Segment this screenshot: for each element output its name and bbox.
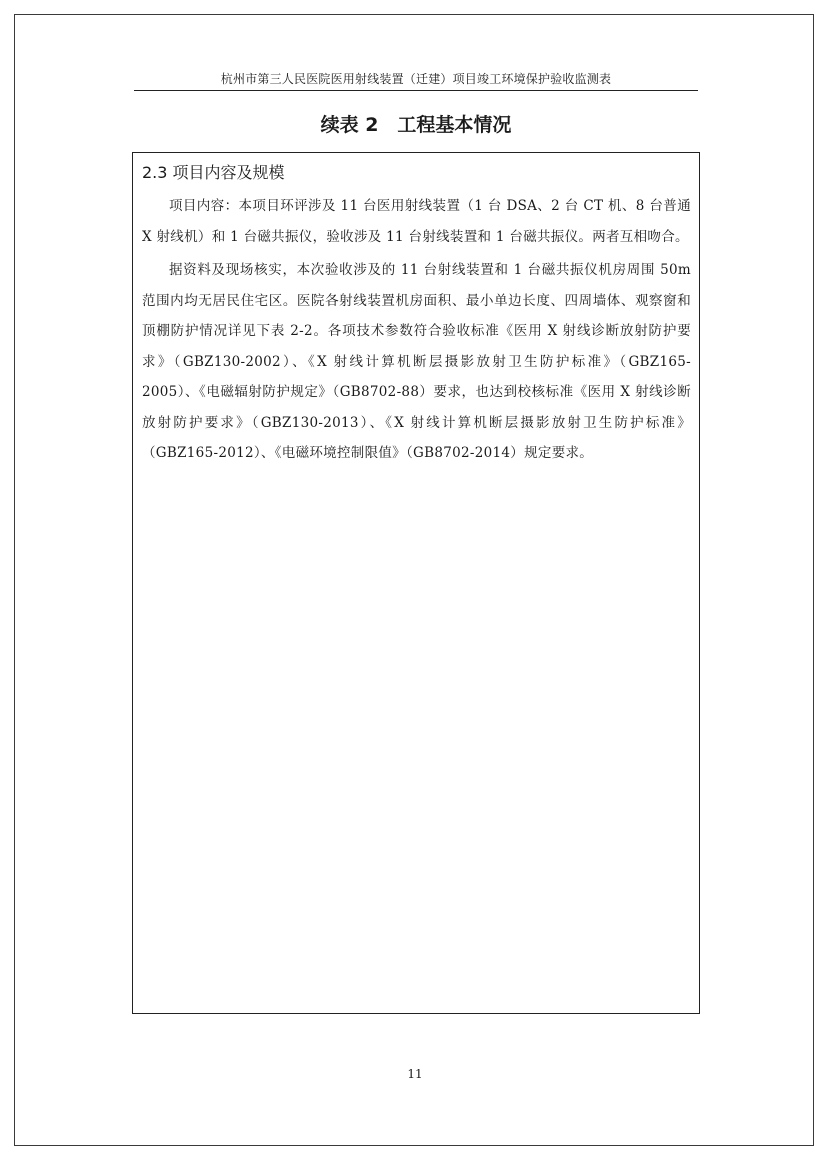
section-heading: 2.3 项目内容及规模 — [142, 163, 285, 182]
paragraph-project-content: 项目内容：本项目环评涉及 11 台医用射线装置（1 台 DSA、2 台 CT 机、8 台普通 X 射线机）和 1 台磁共振仪，验收涉及 11 台射线装置和 1 台磁共振仪。两者互相吻合。 — [142, 198, 691, 245]
page-number: 11 — [407, 1067, 423, 1081]
header-rule — [134, 90, 698, 91]
page-title: 续表 2 工程基本情况 — [320, 114, 512, 136]
running-header: 杭州市第三人民医院医用射线装置（迁建）项目竣工环境保护验收监测表 — [220, 72, 612, 86]
paragraph-site-verification: 据资料及现场核实，本次验收涉及的 11 台射线装置和 1 台磁共振仪机房周围 50m 范围内均无居民住宅区。医院各射线装置机房面积、最小单边长度、四周墙体、观察窗和顶棚防护情况详见下表 2-2。各项技术参数符合验收标准《医用 X 射线诊断放射防护要求》（GBZ130-2002）、《X 射线计算机断层摄影放射卫生防护标准》（GBZ165-2005）、《电磁辐射防护规定》（GB8702-88）要求，也达到校核标准《医用 X 射线诊断放射防护要求》（GBZ130-2013）、《X 射线计算机断层摄影放射卫生防护标准》（GBZ165-2012）、《电磁环境控制限值》（GB8702-2014）规定要求。 — [142, 262, 691, 461]
content-box — [132, 152, 700, 1014]
